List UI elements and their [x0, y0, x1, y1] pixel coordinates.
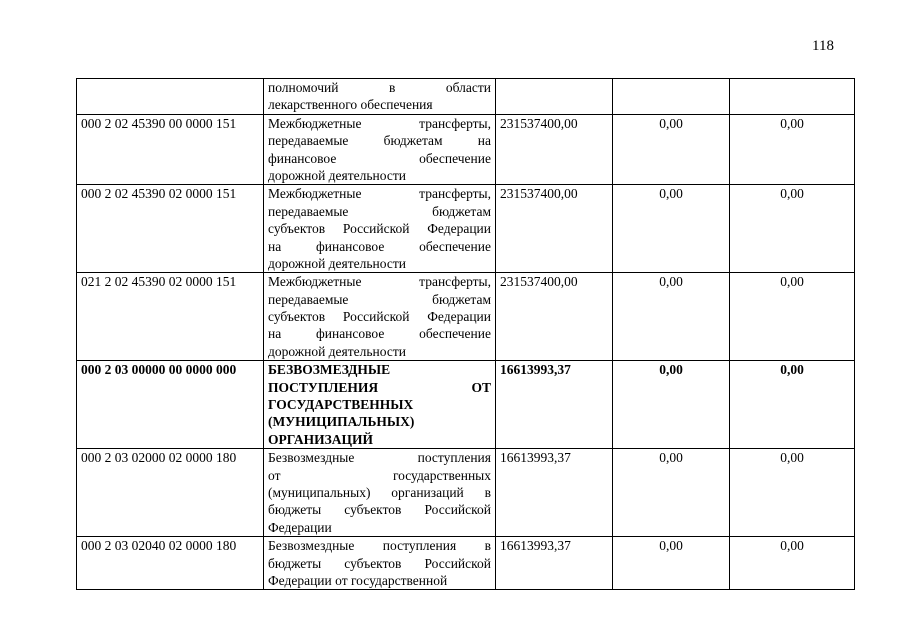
amount-cell: 231537400,00 [496, 185, 613, 273]
revenue-name-line: финансовое обеспечение [268, 150, 491, 166]
revenue-name-line: передаваемые бюджетам на [268, 133, 491, 149]
revenue-name-line: на финансовое обеспечение [268, 238, 491, 254]
revenue-name-cell [264, 361, 496, 449]
revenue-name-cell [264, 185, 496, 273]
value-year2-cell: 0,00 [613, 537, 730, 590]
value-year3-cell: 0,00 [730, 273, 855, 361]
revenue-name-line: дорожной деятельности [268, 255, 406, 271]
value-year2-cell: 0,00 [613, 273, 730, 361]
revenue-name-line: БЕЗВОЗМЕЗДНЫЕ [268, 362, 391, 378]
table-row [77, 273, 855, 361]
revenue-name-cell [264, 273, 496, 361]
budget-code-cell: 000 2 03 02040 02 0000 180 [77, 537, 264, 590]
value-year3-cell: 0,00 [730, 537, 855, 590]
revenue-name-line: на финансовое обеспечение [268, 326, 491, 342]
revenue-name-line: (муниципальных) организаций в [268, 484, 491, 500]
table-row [77, 449, 855, 537]
value-year3-cell: 0,00 [730, 361, 855, 449]
value-year3-cell: 0,00 [730, 449, 855, 537]
revenue-name-line: бюджеты субъектов Российской [268, 555, 491, 571]
value-year3-cell: 0,00 [730, 185, 855, 273]
page-number: 118 [812, 38, 834, 54]
amount-cell: 231537400,00 [496, 114, 613, 185]
revenue-name-line: Федерации от государственной [268, 572, 448, 588]
revenue-name-cell [264, 114, 496, 185]
budget-code-cell [77, 79, 264, 115]
amount-cell: 16613993,37 [496, 361, 613, 449]
value-year2-cell: 0,00 [613, 449, 730, 537]
revenue-name-line: Межбюджетные трансферты, [268, 274, 491, 290]
revenue-name-line: передаваемые бюджетам [268, 203, 491, 219]
revenue-name-cell [264, 449, 496, 537]
table-row [77, 185, 855, 273]
revenue-name-line: полномочий в области [268, 80, 491, 95]
revenue-name-line: ПОСТУПЛЕНИЯ ОТ [268, 379, 491, 395]
revenue-name-line: Федерации [268, 519, 332, 535]
revenue-name-line: бюджеты субъектов Российской [268, 502, 491, 518]
budget-code-cell: 021 2 02 45390 02 0000 151 [77, 273, 264, 361]
revenue-name-line: дорожной деятельности [268, 343, 406, 359]
table-row [77, 79, 855, 115]
amount-cell [496, 79, 613, 115]
amount-cell: 16613993,37 [496, 449, 613, 537]
revenue-name-cell [264, 79, 496, 115]
budget-code-cell: 000 2 02 45390 02 0000 151 [77, 185, 264, 273]
table-row [77, 537, 855, 590]
table-row [77, 114, 855, 185]
revenue-name-line: ГОСУДАРСТВЕННЫХ [268, 397, 414, 413]
revenue-name-cell [264, 537, 496, 590]
revenue-name-line: передаваемые бюджетам [268, 291, 491, 307]
revenue-name-line: субъектов Российской Федерации [268, 221, 491, 237]
value-year2-cell: 0,00 [613, 361, 730, 449]
revenue-name-line: от государственных [268, 467, 491, 483]
revenue-name-line: субъектов Российской Федерации [268, 309, 491, 325]
revenue-name-line: лекарственного обеспечения [268, 97, 433, 113]
budget-code-cell: 000 2 03 00000 00 0000 000 [77, 361, 264, 449]
revenue-name-line: дорожной деятельности [268, 167, 406, 183]
amount-cell: 231537400,00 [496, 273, 613, 361]
revenue-name-line: ОРГАНИЗАЦИЙ [268, 431, 373, 447]
table-row [77, 361, 855, 449]
budget-table-body [77, 79, 855, 590]
value-year3-cell: 0,00 [730, 114, 855, 185]
budget-table [76, 78, 855, 590]
budget-code-cell: 000 2 02 45390 00 0000 151 [77, 114, 264, 185]
budget-code-cell: 000 2 03 02000 02 0000 180 [77, 449, 264, 537]
revenue-name-line: Безвозмездные поступления [268, 450, 491, 466]
amount-cell: 16613993,37 [496, 537, 613, 590]
revenue-name-line: Межбюджетные трансферты, [268, 115, 491, 131]
revenue-name-line: Безвозмездные поступления в [268, 538, 491, 554]
value-year2-cell [613, 79, 730, 115]
revenue-name-line: Межбюджетные трансферты, [268, 186, 491, 202]
value-year2-cell: 0,00 [613, 185, 730, 273]
value-year3-cell [730, 79, 855, 115]
value-year2-cell: 0,00 [613, 114, 730, 185]
revenue-name-line: (МУНИЦИПАЛЬНЫХ) [268, 414, 415, 430]
